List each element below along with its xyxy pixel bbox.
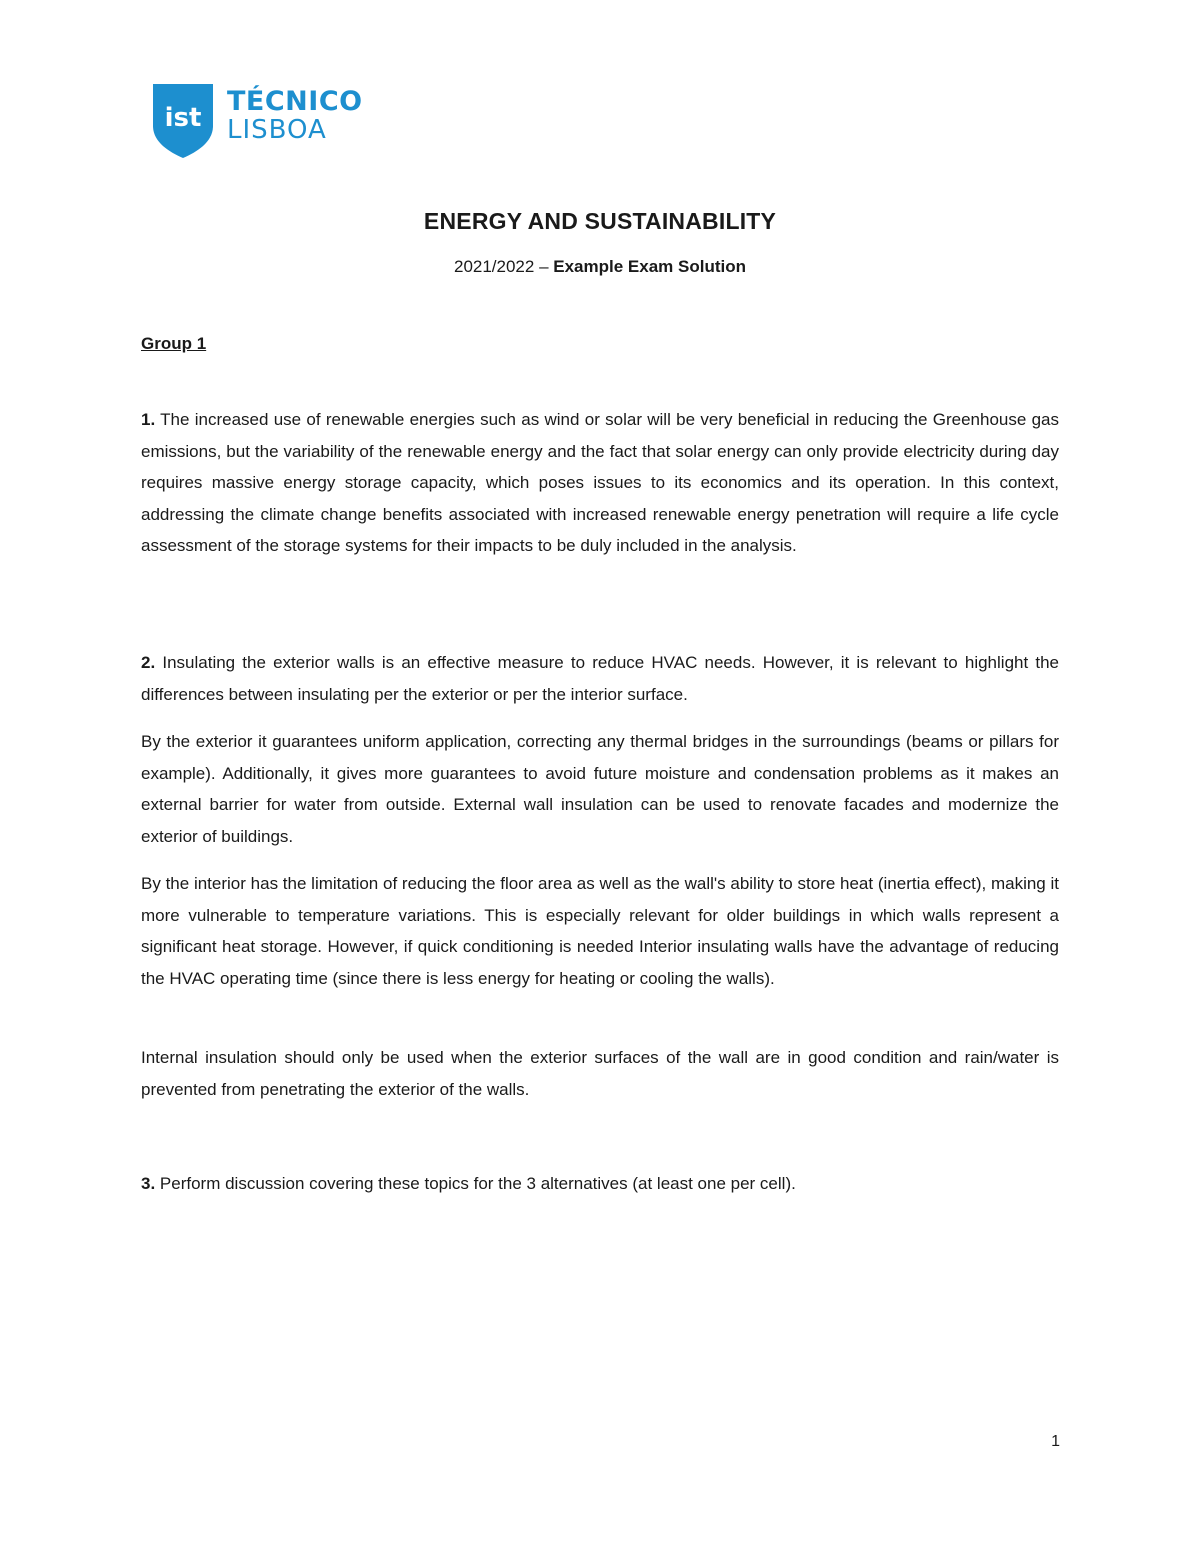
tecnico-lisboa-logo [151, 82, 363, 162]
answer-2-exterior-paragraph: By the exterior it guarantees uniform application, correcting any thermal bridges in the surroundings (beams or pillars for example). Additionally, it gives more guarantees to avoid future moisture and condensation problems as it makes an external barrier for water from outside. External wall insulation can be used to renovate facades and modernize the exterior of buildings. [141, 732, 1059, 846]
subtitle-year: 2021/2022 [453, 257, 535, 276]
document-subtitle [0, 257, 1200, 277]
subtitle-dash: – [534, 257, 554, 276]
answer-2-paragraph [141, 647, 1059, 710]
logo-line-tecnico: TÉCNICO [227, 86, 363, 117]
logo-mark-text: ist [164, 103, 202, 133]
answer-2-interior-paragraph: By the interior has the limitation of reducing the floor area as well as the wall's ability to store heat (inertia effect), making it more vulnerable to temperature variations. This is especially relevant for older buildings in which walls represent a significant heat storage. However, if quick conditioning is needed Interior insulating walls have the advantage of reducing the HVAC operating time (since there is less energy for heating or cooling the walls). [141, 874, 1059, 988]
answer-2-number: 2. [141, 653, 156, 672]
document-title: ENERGY AND SUSTAINABILITY [423, 208, 777, 234]
answer-2-text: Insulating the exterior walls is an effective measure to reduce HVAC needs. However, it is relevant to highlight the differences between insulating per the exterior or per the interior surface. [141, 653, 1059, 704]
logo-wordmark [227, 88, 363, 143]
answer-3-paragraph [141, 1168, 1059, 1200]
answer-2-internal-insulation-paragraph: Internal insulation should only be used when the exterior surfaces of the wall are in good condition and rain/water is prevented from penetrating the exterior of the walls. [141, 1048, 1059, 1099]
page-number: 1 [1051, 1433, 1060, 1450]
answer-1-number: 1. [141, 410, 156, 429]
answer-1-text: The increased use of renewable energies such as wind or solar will be very beneficial in reducing the Greenhouse gas emissions, but the variability of the renewable energy and the fact that solar energy can only provide electricity during day requires massive energy storage capacity, which poses issues to its economics and its operation. In this context, addressing the climate change benefits associated with increased renewable energy penetration will require a life cycle assessment of the storage systems for their impacts to be duly included in the analysis. [141, 410, 1059, 555]
shield-logo-icon [151, 82, 215, 160]
subtitle-label: Example Exam Solution [553, 257, 746, 276]
answer-1-paragraph [141, 404, 1059, 562]
answer-3-text: Perform discussion covering these topics for the 3 alternatives (at least one per cell). [155, 1174, 796, 1193]
answer-3-number: 3. [141, 1174, 156, 1193]
group-heading: Group 1 [141, 334, 207, 353]
logo-line-lisboa: LISBOA [227, 115, 327, 145]
